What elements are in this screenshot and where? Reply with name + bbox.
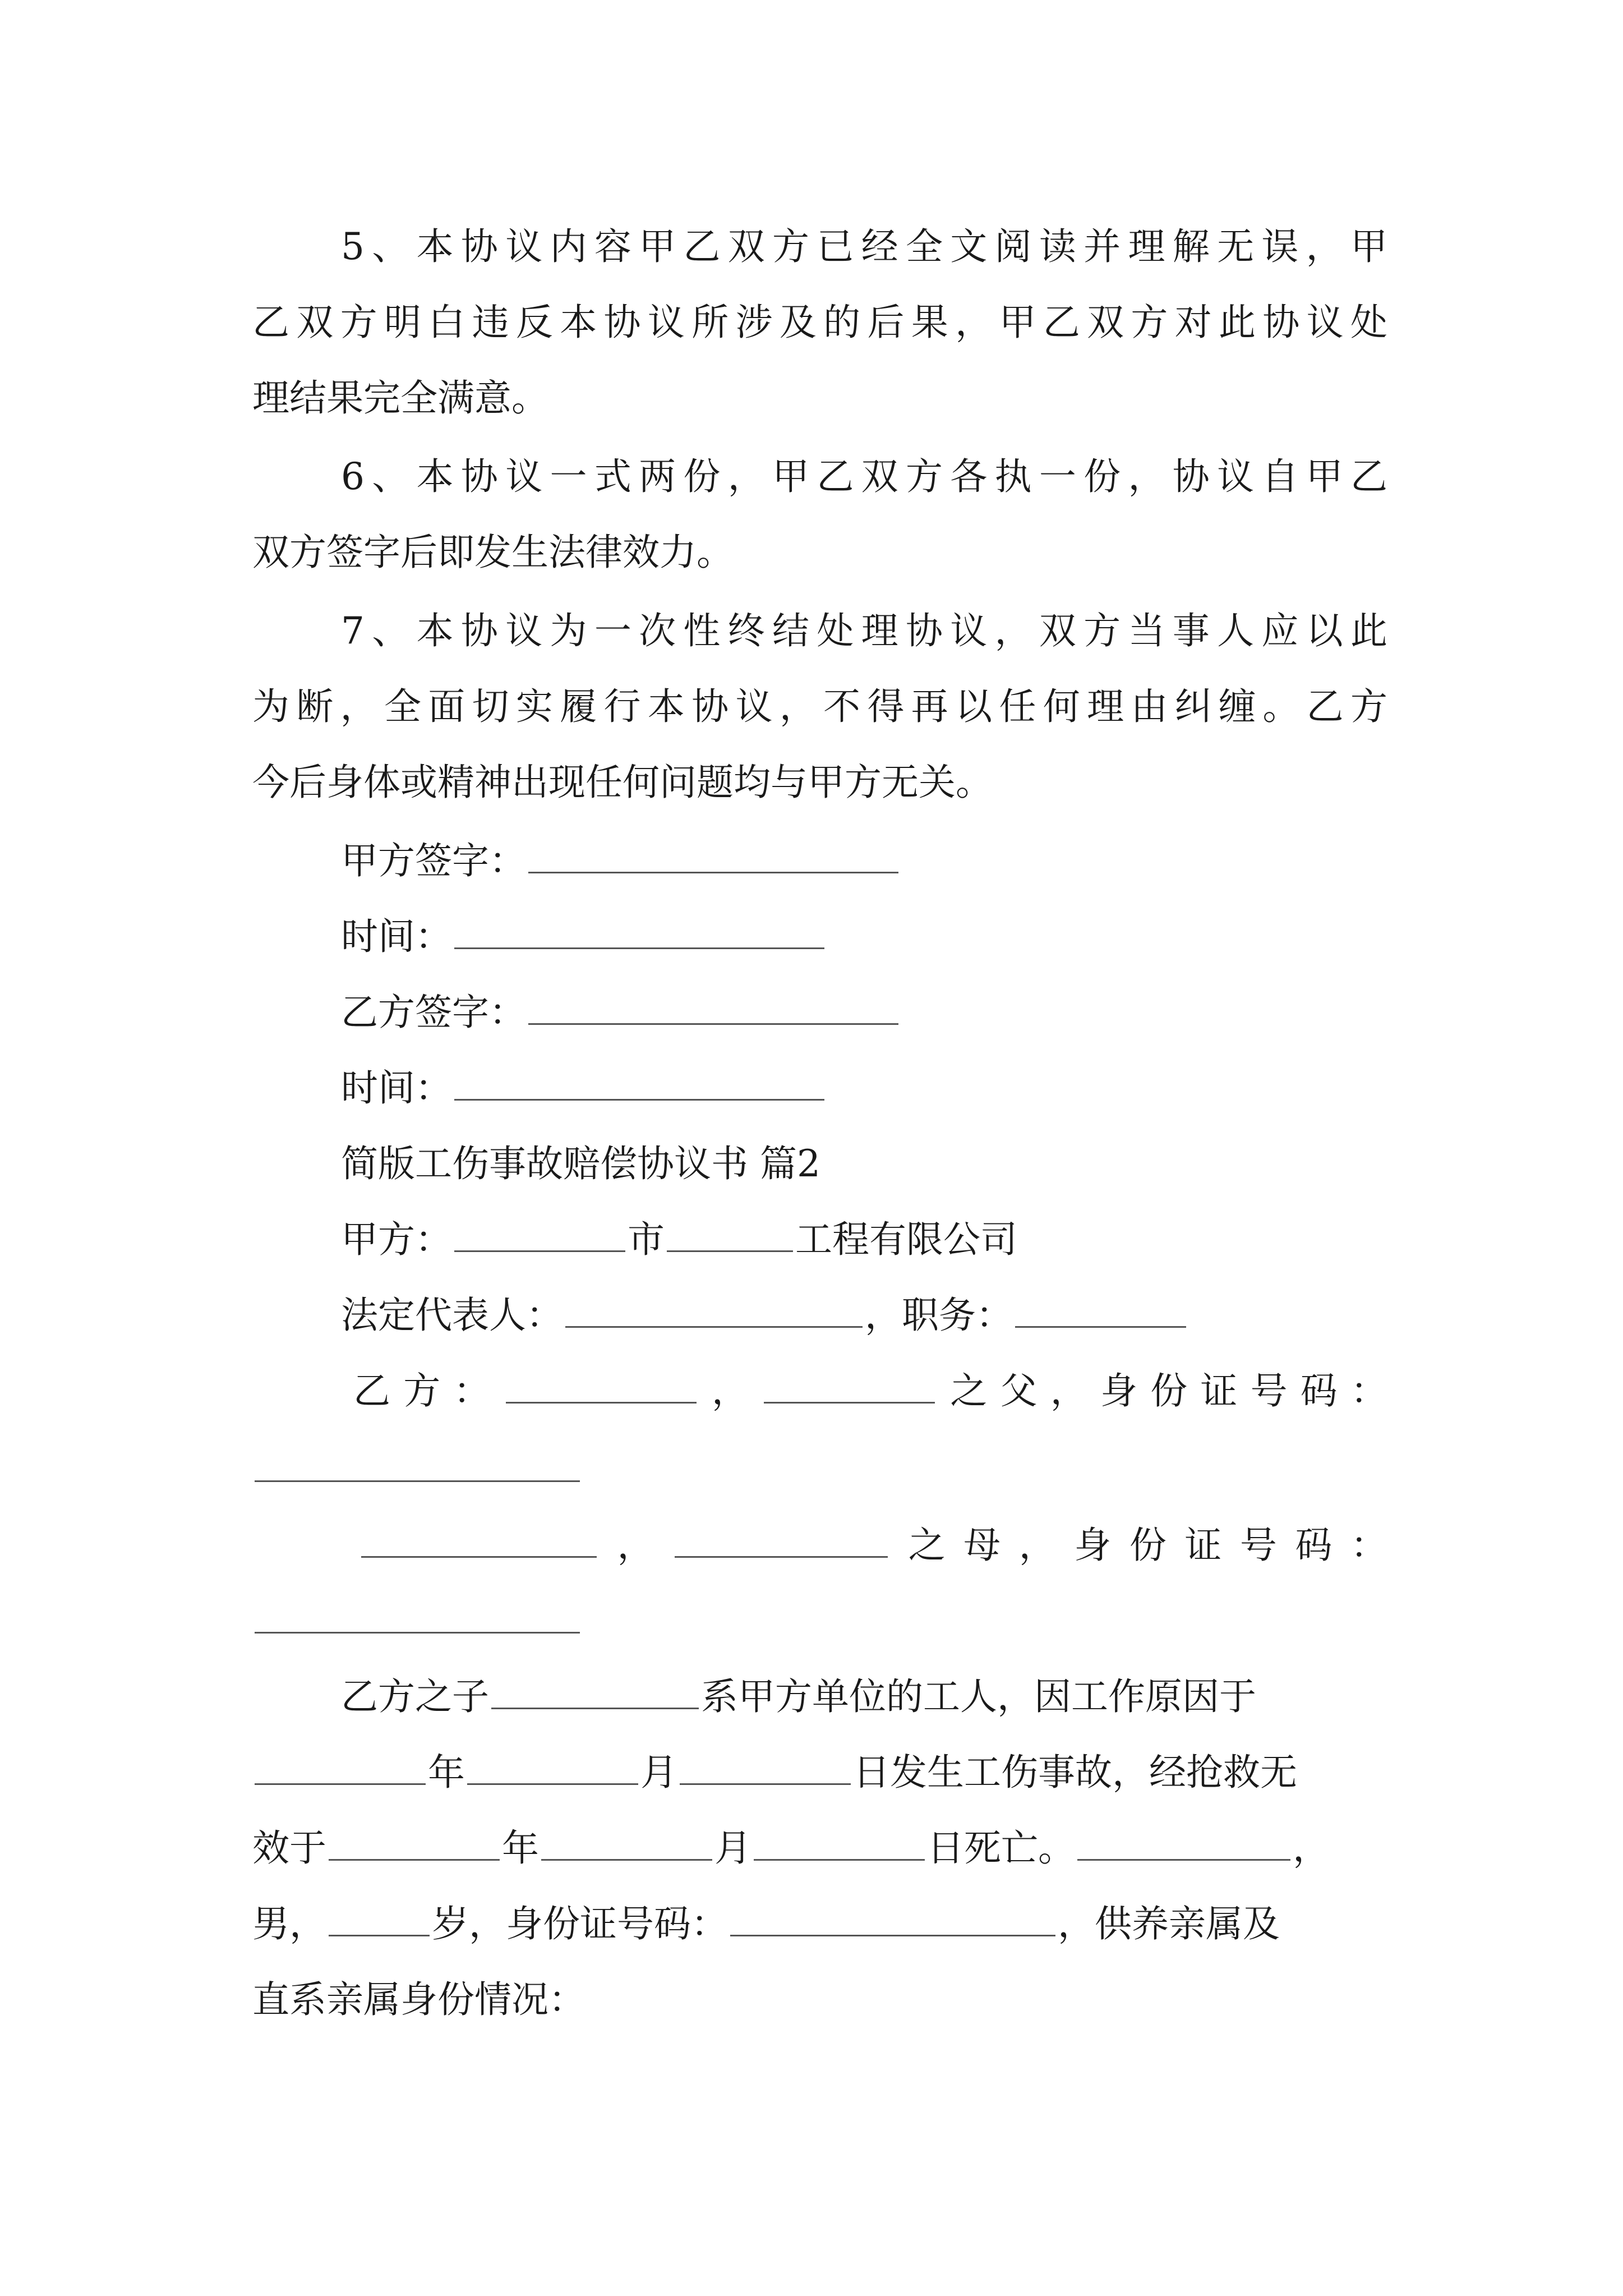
- position-label: ，职务：: [865, 1294, 1013, 1337]
- paragraph-7-line-2: 为断，全面切实履行本协议，不得再以任何理由纠缠。乙方: [252, 685, 1387, 728]
- accident-month-label: 月: [640, 1751, 677, 1794]
- city-label: 市: [628, 1218, 665, 1261]
- father-comma: ，: [698, 1369, 762, 1412]
- mother-row: [0, 1515, 1623, 1576]
- death-prefix: 效于: [252, 1826, 326, 1870]
- company-suffix: 工程有限公司: [795, 1218, 1017, 1261]
- body-line-1: [0, 1666, 1623, 1728]
- accident-day-blank[interactable]: [680, 1750, 851, 1785]
- paragraph-6-line-1: 6、本协议一式两份，甲乙双方各执一份，协议自甲乙: [341, 455, 1387, 498]
- body-line-3: [0, 1818, 1623, 1879]
- father-id-blank[interactable]: [255, 1458, 580, 1482]
- company-blank[interactable]: [667, 1217, 793, 1252]
- accident-month-blank[interactable]: [467, 1750, 638, 1785]
- party-a-label: 甲方：: [341, 1218, 452, 1261]
- time-row-2: [0, 1057, 1623, 1119]
- legal-rep-row: [0, 1285, 1623, 1346]
- body-line-4: [0, 1893, 1623, 1955]
- son-name-blank[interactable]: [491, 1674, 699, 1709]
- death-month-label: 月: [714, 1826, 751, 1870]
- time-label-1: 时间：: [341, 915, 452, 958]
- paragraph-7-line-3: 今后身体或精神出现任何问题均与甲方无关。: [252, 761, 993, 804]
- party-a-row: [0, 1209, 1623, 1271]
- age-id-label: 岁，身份证号码：: [432, 1902, 728, 1945]
- death-year-blank[interactable]: [329, 1825, 500, 1861]
- death-year-label: 年: [502, 1826, 539, 1870]
- son-label: 乙方之子: [341, 1675, 489, 1718]
- paragraph-7-line-1: 7、本协议为一次性终结处理协议，双方当事人应以此: [341, 609, 1387, 652]
- paragraph-6-line-2: 双方签字后即发生法律效力。: [252, 531, 734, 574]
- party-a-signature-label: 甲方签字：: [341, 839, 526, 882]
- party-a-signature-row: [0, 830, 1623, 892]
- death-text: 日死亡。: [927, 1826, 1075, 1870]
- body-line-5: 直系亲属身份情况：: [252, 1978, 585, 2021]
- death-day-blank[interactable]: [754, 1825, 925, 1861]
- paragraph-5-line-1: 5、本协议内容甲乙双方已经全文阅读并理解无误，甲: [341, 225, 1387, 268]
- time-blank-2[interactable]: [454, 1065, 824, 1101]
- time-blank-1[interactable]: [454, 914, 824, 949]
- dependents-text: ，供养亲属及: [1058, 1902, 1280, 1945]
- gender-label: 男，: [252, 1902, 326, 1945]
- time-label-2: 时间：: [341, 1066, 452, 1110]
- mother-name-blank[interactable]: [361, 1522, 597, 1558]
- party-b-father-row: [0, 1360, 1623, 1422]
- father-name-blank[interactable]: [506, 1368, 697, 1404]
- deceased-name-blank[interactable]: [1077, 1825, 1290, 1861]
- accident-text: 日发生工伤事故，经抢救无: [853, 1751, 1297, 1794]
- child-name-blank-1[interactable]: [764, 1368, 935, 1404]
- paragraph-5-line-3: 理结果完全满意。: [252, 376, 548, 420]
- father-id-row: [0, 1439, 1623, 1478]
- death-month-blank[interactable]: [541, 1825, 712, 1861]
- deceased-comma: ，: [1293, 1826, 1330, 1870]
- mother-comma: ，: [599, 1524, 673, 1567]
- section-2-title: 简版工伤事故赔偿协议书 篇2: [341, 1142, 820, 1185]
- city-blank[interactable]: [454, 1217, 625, 1252]
- mother-id-row: [0, 1590, 1623, 1630]
- party-b-signature-label: 乙方签字：: [341, 991, 526, 1034]
- father-of-label: 之父，身份证号码：: [937, 1369, 1388, 1412]
- party-b-label: 乙方：: [353, 1369, 504, 1412]
- paragraph-5-line-2: 乙双方明白违反本协议所涉及的后果，甲乙双方对此协议处: [252, 301, 1387, 344]
- party-a-signature-blank[interactable]: [528, 838, 898, 873]
- deceased-id-blank[interactable]: [730, 1901, 1055, 1936]
- legal-rep-label: 法定代表人：: [341, 1294, 563, 1337]
- legal-rep-blank[interactable]: [565, 1292, 863, 1328]
- position-blank[interactable]: [1015, 1292, 1186, 1328]
- mother-of-label: 之母，身份证号码：: [890, 1524, 1388, 1567]
- mother-id-blank[interactable]: [255, 1609, 580, 1634]
- time-row-1: [0, 906, 1623, 968]
- accident-year-label: 年: [428, 1751, 465, 1794]
- accident-year-blank[interactable]: [255, 1750, 426, 1785]
- body-line-2: [0, 1742, 1623, 1803]
- age-blank[interactable]: [329, 1901, 430, 1936]
- party-b-signature-row: [0, 982, 1623, 1043]
- child-name-blank-2[interactable]: [675, 1522, 888, 1558]
- party-b-signature-blank[interactable]: [528, 990, 898, 1025]
- employment-text: 系甲方单位的工人，因工作原因于: [701, 1675, 1256, 1718]
